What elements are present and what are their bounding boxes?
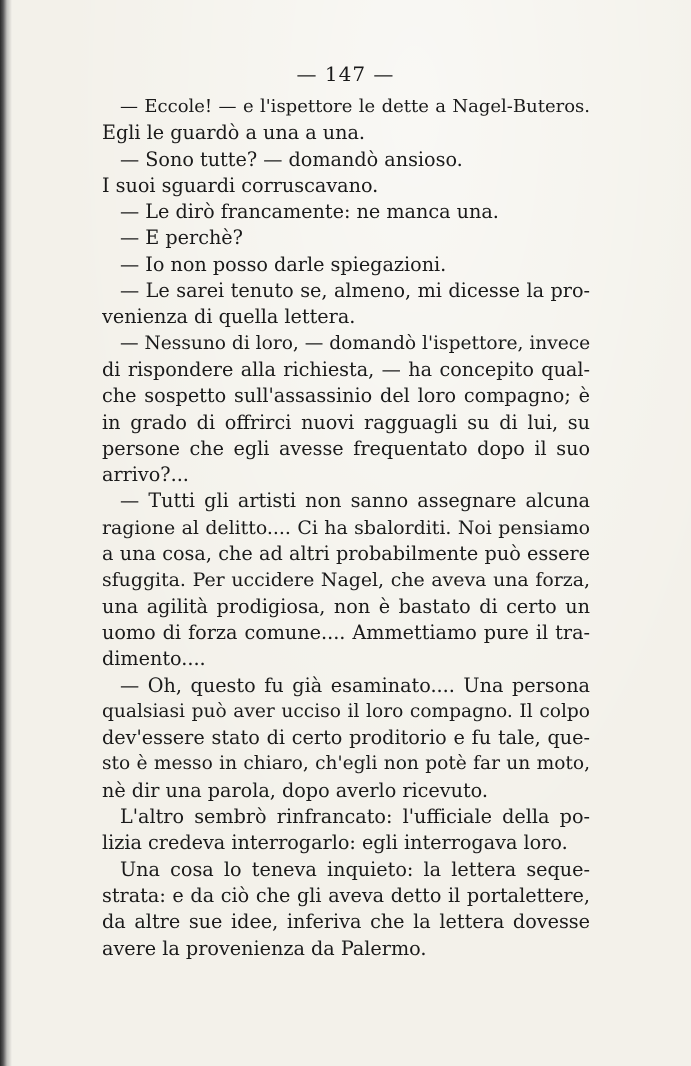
text-line: — E perchè? <box>120 226 243 250</box>
text-line: dimento.... <box>102 647 206 671</box>
text-line: — Oh, questo fu già esaminato.... Una persona <box>120 673 590 697</box>
text-line: arrivo?... <box>102 463 189 487</box>
text-line: Una cosa lo teneva inquieto: la lettera seque- <box>120 857 590 881</box>
text-line: lizia credeva interrogarlo: egli interrogava loro. <box>102 831 568 855</box>
text-line: — Le sarei tenuto se, almeno, mi dicesse la pro- <box>120 279 590 303</box>
page-binding-edge <box>0 0 12 1066</box>
text-line: uomo di forza comune.... Ammettiamo pure il tra- <box>102 620 590 644</box>
text-line: Egli le guardò a una a una. <box>102 121 366 145</box>
text-line: nè dir una parola, dopo averlo ricevuto. <box>102 778 488 802</box>
text-line: — Sono tutte? — domandò ansioso. <box>120 147 463 171</box>
text-line: strata: e da ciò che gli aveva detto il portalettere, <box>102 883 590 907</box>
text-line: venienza di quella lettera. <box>102 305 356 329</box>
text-line: a una cosa, che ad altri probabilmente può essere <box>102 542 590 566</box>
text-line: una agilità prodigiosa, non è bastato di certo un <box>102 594 590 618</box>
text-line: da altre sue idee, inferiva che la lettera dovesse <box>102 910 590 934</box>
text-line: di rispondere alla richiesta, — ha concepito qual- <box>102 357 590 381</box>
text-line: sto è messo in chiaro, ch'egli non potè far un moto, <box>102 753 590 775</box>
text-line: avere la provenienza da Palermo. <box>102 936 427 960</box>
text-line: — Io non posso darle spiegazioni. <box>120 252 447 276</box>
text-line: sfuggita. Per uccidere Nagel, che aveva una forza, <box>102 569 590 592</box>
text-line: dev'essere stato di certo proditorio e fu tale, que- <box>102 726 590 750</box>
text-line: I suoi sguardi corruscavano. <box>102 173 379 197</box>
text-line: — Tutti gli artisti non sanno assegnare alcuna <box>120 489 590 513</box>
text-line: — Nessuno di loro, — domandò l'ispettore, invece <box>120 332 590 354</box>
text-line: persone che egli avesse frequentato dopo il suo <box>102 436 590 460</box>
body-text <box>102 94 590 962</box>
text-line: ragione al delitto.... Ci ha sbalorditi. Noi pensiamo <box>102 516 590 539</box>
text-line: che sospetto sull'assassinio del loro compagno; è <box>102 384 590 408</box>
text-line: — Le dirò francamente: ne manca una. <box>120 200 499 224</box>
text-line: in grado di offrirci nuovi ragguagli su di lui, su <box>102 410 590 434</box>
text-line: qualsiasi può aver ucciso il loro compagno. Il colpo <box>102 700 590 722</box>
text-line: — Eccole! — e l'ispettore le dette a Nagel-Buteros. <box>120 96 590 117</box>
page-number: — 147 — <box>296 62 395 86</box>
text-line: L'altro sembrò rinfrancato: l'ufficiale della po- <box>120 805 590 829</box>
